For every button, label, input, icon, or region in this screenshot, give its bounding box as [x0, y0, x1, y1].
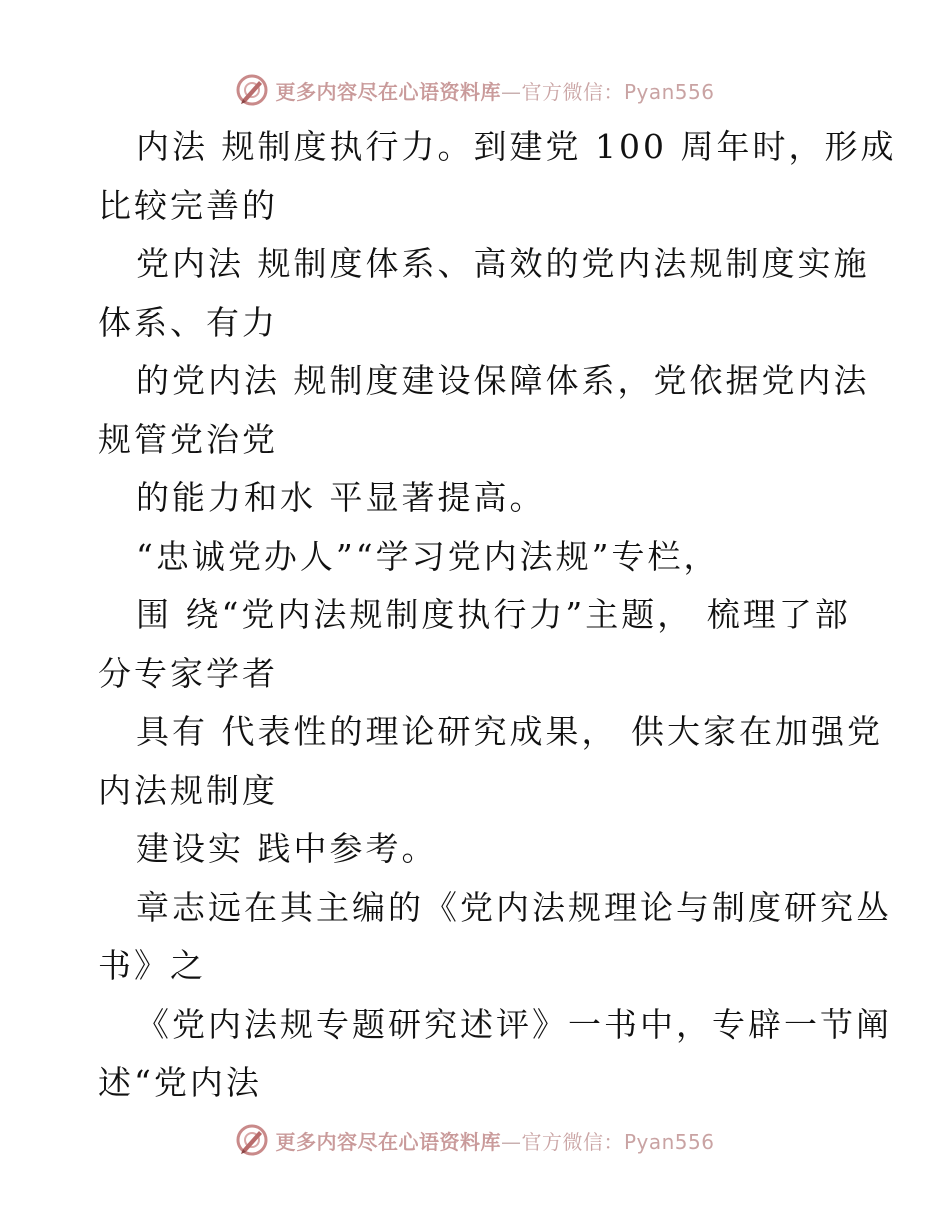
- watermark-wechat: 官方微信：Pyan556: [521, 79, 715, 104]
- watermark-separator: —: [500, 1129, 522, 1154]
- watermark-footer: [0, 1120, 950, 1160]
- watermark-separator: —: [500, 79, 522, 104]
- body-line: 章志远在其主编的《党内法规理论与制度研究丛: [136, 887, 892, 927]
- body-line: 的能力和水 平显著提高。: [136, 478, 546, 517]
- body-line: 书》之: [98, 946, 206, 985]
- body-line: 《党内法规专题研究述评》一书中，专辟一节阐: [136, 1004, 892, 1044]
- body-line: “忠诚党办人”“学习党内法规”专栏，: [136, 536, 720, 576]
- body-line: 围 绕“党内法规制度执行力”主题， 梳理了部: [136, 595, 851, 634]
- body-line: 内法规制度: [98, 770, 278, 810]
- watermark-title: 更多内容尽在心语资料库: [275, 1129, 501, 1154]
- body-line: 的党内法 规制度建设保障体系，党依据党内法: [136, 361, 870, 400]
- body-line: 规管党治党: [98, 419, 278, 459]
- pen-logo-icon: [235, 1123, 269, 1157]
- body-line: 分专家学者: [98, 653, 278, 693]
- document-body: [98, 118, 897, 1113]
- body-line: 党内法 规制度体系、高效的党内法规制度实施: [136, 244, 870, 283]
- body-line: 内法 规制度执行力。到建党 100 周年时，形成: [136, 127, 897, 166]
- body-line: 建设实 践中参考。: [136, 829, 438, 868]
- body-line: 具有 代表性的理论研究成果， 供大家在加强党: [136, 712, 883, 751]
- watermark-title: 更多内容尽在心语资料库: [275, 79, 501, 104]
- body-line: 体系、有力: [98, 302, 278, 342]
- watermark-header: [0, 70, 950, 110]
- body-line: 述“党内法: [98, 1063, 262, 1102]
- watermark-wechat: 官方微信：Pyan556: [521, 1129, 715, 1154]
- pen-logo-icon: [235, 73, 269, 107]
- body-line: 比较完善的: [98, 185, 278, 225]
